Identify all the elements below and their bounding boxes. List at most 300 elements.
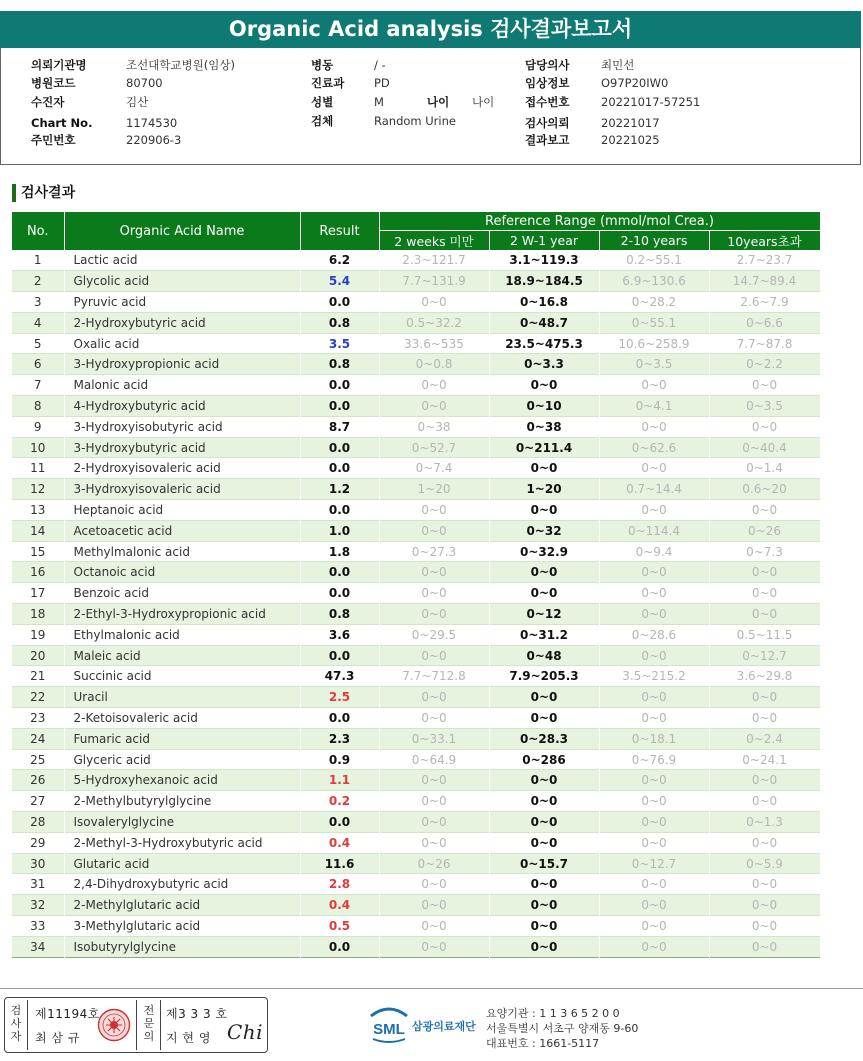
cell-range-2w-1y: 23.5~475.3	[489, 333, 599, 354]
cell-range-under-2w: 0~0	[379, 895, 489, 916]
cell-range-under-2w: 0~0	[379, 812, 489, 833]
cell-range-2-10y: 0~0	[599, 708, 709, 729]
cell-acid-name: Octanoic acid	[64, 562, 300, 583]
cell-range-under-2w: 0~0	[379, 604, 489, 625]
cell-acid-name: Oxalic acid	[64, 333, 300, 354]
info-row	[311, 95, 333, 109]
cell-acid-name: Succinic acid	[64, 666, 300, 687]
info-value: 20221017	[601, 116, 660, 130]
cell-acid-name: Glutaric acid	[64, 853, 300, 874]
cell-result: 1.2	[300, 479, 379, 500]
cell-result: 3.5	[300, 333, 379, 354]
cell-range-under-2w: 0~0	[379, 687, 489, 708]
info-label: 검사의뢰	[525, 116, 570, 130]
cell-range-over-10y: 3.6~29.8	[709, 666, 820, 687]
cell-no: 13	[12, 500, 64, 521]
info-value: 220906-3	[126, 133, 182, 147]
cell-result: 2.3	[300, 728, 379, 749]
cell-range-over-10y: 7.7~87.8	[709, 333, 820, 354]
cell-range-2w-1y: 0~32	[489, 520, 599, 541]
header-no: No.	[12, 212, 64, 250]
specialist-name: 지 현 영	[166, 1031, 211, 1045]
cell-range-2-10y: 0~18.1	[599, 728, 709, 749]
examiner-seal-icon	[97, 1008, 131, 1042]
cell-range-under-2w: 0~29.5	[379, 624, 489, 645]
info-label: 담당의사	[525, 58, 570, 72]
cell-range-2-10y: 0~0	[599, 895, 709, 916]
cell-range-over-10y: 0~7.3	[709, 541, 820, 562]
cell-no: 10	[12, 437, 64, 458]
cell-range-2-10y: 0~0	[599, 500, 709, 521]
cell-range-under-2w: 2.3~121.7	[379, 250, 489, 271]
cell-range-over-10y: 0~0	[709, 770, 820, 791]
cell-no: 24	[12, 728, 64, 749]
cell-range-2-10y: 0~0	[599, 416, 709, 437]
cell-acid-name: Malonic acid	[64, 375, 300, 396]
examiner-label: 검 사 자	[10, 1004, 22, 1043]
cell-no: 1	[12, 250, 64, 271]
cell-range-under-2w: 0~0	[379, 770, 489, 791]
table-row	[12, 687, 820, 708]
cell-range-2w-1y: 0~32.9	[489, 541, 599, 562]
cell-range-2-10y: 0~0	[599, 791, 709, 812]
table-row	[12, 458, 820, 479]
address-line: 서울특별시 서초구 양재동 9-60	[486, 1022, 639, 1035]
cell-no: 26	[12, 770, 64, 791]
cell-range-2w-1y: 0~0	[489, 375, 599, 396]
cell-no: 34	[12, 936, 64, 957]
header-reference: Reference Range (mmol/mol Crea.)	[379, 212, 820, 231]
cell-range-2w-1y: 0~0	[489, 936, 599, 957]
cell-range-2w-1y: 0~0	[489, 895, 599, 916]
cell-range-under-2w: 0~64.9	[379, 749, 489, 770]
cell-range-over-10y: 0~0	[709, 708, 820, 729]
cell-result: 0.8	[300, 604, 379, 625]
info-label: 결과보고	[525, 133, 570, 147]
cell-acid-name: Benzoic acid	[64, 583, 300, 604]
cell-acid-name: Acetoacetic acid	[64, 520, 300, 541]
cell-acid-name: Maleic acid	[64, 645, 300, 666]
cell-acid-name: 2-Ethyl-3-Hydroxypropionic acid	[64, 604, 300, 625]
table-row	[12, 437, 820, 458]
address-line: 요양기관 : 1 1 3 6 5 2 0 0	[486, 1007, 620, 1020]
cell-range-over-10y: 0~24.1	[709, 749, 820, 770]
cell-range-2-10y: 0~0	[599, 770, 709, 791]
cell-range-over-10y: 0~2.2	[709, 354, 820, 375]
table-row	[12, 312, 820, 333]
info-label: 의뢰기관명	[31, 58, 87, 72]
cell-no: 23	[12, 708, 64, 729]
info-value: 80700	[126, 76, 163, 90]
info-label: 수진자	[31, 95, 65, 109]
cell-no: 27	[12, 791, 64, 812]
cell-result: 8.7	[300, 416, 379, 437]
table-row	[12, 604, 820, 625]
cell-range-under-2w: 0~0	[379, 500, 489, 521]
cell-range-over-10y: 0~3.5	[709, 396, 820, 417]
table-row	[12, 500, 820, 521]
cell-range-under-2w: 0~0	[379, 375, 489, 396]
table-row	[12, 645, 820, 666]
table-row	[12, 333, 820, 354]
cell-no: 5	[12, 333, 64, 354]
cell-result: 0.0	[300, 375, 379, 396]
cell-range-over-10y: 2.6~7.9	[709, 292, 820, 313]
cell-range-under-2w: 0~0.8	[379, 354, 489, 375]
cell-range-2w-1y: 0~211.4	[489, 437, 599, 458]
cell-result: 0.0	[300, 458, 379, 479]
cell-no: 29	[12, 832, 64, 853]
cell-acid-name: Fumaric acid	[64, 728, 300, 749]
cell-range-under-2w: 0~0	[379, 708, 489, 729]
cell-range-2-10y: 0~0	[599, 832, 709, 853]
info-row	[525, 95, 569, 109]
info-label: 임상정보	[525, 76, 570, 90]
info-value: 1174530	[126, 116, 178, 130]
divider	[160, 1000, 161, 1050]
table-row	[12, 250, 820, 271]
cell-result: 47.3	[300, 666, 379, 687]
section-title: 검사결과	[12, 184, 75, 202]
cell-range-2-10y: 0~28.2	[599, 292, 709, 313]
cell-no: 15	[12, 541, 64, 562]
cell-result: 0.0	[300, 437, 379, 458]
info-label: 병원코드	[31, 76, 76, 90]
cell-acid-name: 5-Hydroxyhexanoic acid	[64, 770, 300, 791]
cell-range-2-10y: 0~0	[599, 874, 709, 895]
table-row	[12, 812, 820, 833]
table-row	[12, 562, 820, 583]
cell-range-under-2w: 0~0	[379, 562, 489, 583]
cell-range-over-10y: 0~0	[709, 874, 820, 895]
table-row	[12, 916, 820, 937]
header-range-2w-1y: 2 W-1 year	[489, 231, 599, 250]
info-label: 진료과	[311, 76, 345, 90]
cell-range-under-2w: 33.6~535	[379, 333, 489, 354]
info-row	[31, 76, 75, 90]
cell-range-over-10y: 0~0	[709, 416, 820, 437]
cell-range-2-10y: 0.7~14.4	[599, 479, 709, 500]
cell-range-over-10y: 0.6~20	[709, 479, 820, 500]
cell-acid-name: Ethylmalonic acid	[64, 624, 300, 645]
info-label: 주민번호	[31, 133, 76, 147]
cell-no: 20	[12, 645, 64, 666]
info-label: 병동	[311, 58, 334, 72]
info-value: 김산	[126, 95, 149, 109]
cell-no: 8	[12, 396, 64, 417]
cell-no: 19	[12, 624, 64, 645]
cell-range-over-10y: 0~0	[709, 583, 820, 604]
cell-range-under-2w: 0~52.7	[379, 437, 489, 458]
cell-result: 0.4	[300, 832, 379, 853]
info-row	[311, 76, 344, 90]
cell-range-2w-1y: 0~48.7	[489, 312, 599, 333]
cell-range-2w-1y: 0~0	[489, 458, 599, 479]
cell-range-over-10y: 0~0	[709, 791, 820, 812]
table-row	[12, 791, 820, 812]
cell-no: 14	[12, 520, 64, 541]
cell-no: 33	[12, 916, 64, 937]
cell-range-2w-1y: 0~286	[489, 749, 599, 770]
table-row	[12, 666, 820, 687]
cell-result: 0.8	[300, 354, 379, 375]
results-table	[12, 212, 821, 958]
info-row	[525, 133, 569, 147]
report-title: Organic Acid analysis 검사결과보고서	[0, 11, 861, 48]
cell-acid-name: 2-Methyl-3-Hydroxybutyric acid	[64, 832, 300, 853]
divider	[27, 1000, 28, 1050]
cell-range-over-10y: 0~0	[709, 500, 820, 521]
org-name: 삼광의료재단	[412, 1020, 476, 1033]
sml-logo-icon	[367, 1004, 411, 1044]
cell-no: 16	[12, 562, 64, 583]
info-label: Chart No.	[31, 116, 93, 130]
cell-range-2w-1y: 0~0	[489, 562, 599, 583]
cell-acid-name: 3-Methylglutaric acid	[64, 916, 300, 937]
cell-acid-name: 2-Methylglutaric acid	[64, 895, 300, 916]
cell-range-over-10y: 0~1.4	[709, 458, 820, 479]
cell-range-2-10y: 0~0	[599, 375, 709, 396]
cell-range-2-10y: 0~0	[599, 604, 709, 625]
cell-result: 0.9	[300, 749, 379, 770]
cell-result: 0.4	[300, 895, 379, 916]
cell-acid-name: 2-Hydroxybutyric acid	[64, 312, 300, 333]
cell-no: 30	[12, 853, 64, 874]
cell-range-under-2w: 0~33.1	[379, 728, 489, 749]
cell-result: 1.0	[300, 520, 379, 541]
cell-no: 31	[12, 874, 64, 895]
cell-range-2-10y: 0.2~55.1	[599, 250, 709, 271]
cell-acid-name: 2-Hydroxyisovaleric acid	[64, 458, 300, 479]
cell-range-under-2w: 7.7~712.8	[379, 666, 489, 687]
info-value: PD	[374, 76, 390, 90]
cell-range-over-10y: 0~6.6	[709, 312, 820, 333]
cell-range-over-10y: 0~0	[709, 832, 820, 853]
table-row	[12, 770, 820, 791]
cell-result: 0.0	[300, 812, 379, 833]
cell-result: 0.0	[300, 936, 379, 957]
table-row	[12, 396, 820, 417]
table-row	[12, 375, 820, 396]
cell-range-under-2w: 0~0	[379, 791, 489, 812]
patient-info-panel	[0, 48, 861, 165]
specialist-label: 전 문 의	[143, 1004, 155, 1043]
cell-result: 0.2	[300, 791, 379, 812]
table-row	[12, 749, 820, 770]
header-range-2-10y: 2-10 years	[599, 231, 709, 250]
cell-range-under-2w: 0~38	[379, 416, 489, 437]
table-row	[12, 708, 820, 729]
info-label: 접수번호	[525, 95, 570, 109]
cell-range-2-10y: 0~9.4	[599, 541, 709, 562]
cell-range-under-2w: 7.7~131.9	[379, 271, 489, 292]
header-range-over-10y: 10years초과	[709, 231, 820, 250]
cell-acid-name: Glycolic acid	[64, 271, 300, 292]
cell-range-2-10y: 0~28.6	[599, 624, 709, 645]
cell-range-over-10y: 0.5~11.5	[709, 624, 820, 645]
info-row	[31, 133, 75, 147]
cell-result: 0.8	[300, 312, 379, 333]
cell-range-over-10y: 0~0	[709, 895, 820, 916]
cell-range-2w-1y: 1~20	[489, 479, 599, 500]
cell-result: 1.1	[300, 770, 379, 791]
info-row	[311, 58, 333, 72]
cell-range-2w-1y: 0~0	[489, 832, 599, 853]
table-row	[12, 479, 820, 500]
cell-no: 3	[12, 292, 64, 313]
cell-range-2w-1y: 0~10	[489, 396, 599, 417]
table-row	[12, 895, 820, 916]
cell-range-2w-1y: 0~0	[489, 812, 599, 833]
cell-range-2w-1y: 0~28.3	[489, 728, 599, 749]
info-row	[31, 58, 87, 72]
table-row	[12, 416, 820, 437]
cell-range-under-2w: 0~7.4	[379, 458, 489, 479]
divider	[136, 1000, 137, 1050]
cell-range-under-2w: 0~0	[379, 645, 489, 666]
cell-no: 11	[12, 458, 64, 479]
cell-range-over-10y: 0~1.3	[709, 812, 820, 833]
cell-result: 0.5	[300, 916, 379, 937]
info-value: O97P20IW0	[601, 76, 669, 90]
cell-range-under-2w: 0~0	[379, 292, 489, 313]
table-row	[12, 292, 820, 313]
table-row	[12, 832, 820, 853]
footer-divider	[0, 988, 863, 989]
info-value: 20221017-57251	[601, 95, 701, 109]
cell-acid-name: 3-Hydroxyisovaleric acid	[64, 479, 300, 500]
table-row	[12, 728, 820, 749]
cell-range-under-2w: 0~0	[379, 916, 489, 937]
cell-result: 3.6	[300, 624, 379, 645]
cell-range-under-2w: 0~0	[379, 832, 489, 853]
cell-range-2-10y: 0~3.5	[599, 354, 709, 375]
cell-result: 2.8	[300, 874, 379, 895]
cell-range-2-10y: 0~0	[599, 936, 709, 957]
cell-range-2-10y: 0~0	[599, 458, 709, 479]
cell-range-2-10y: 0~0	[599, 916, 709, 937]
cell-range-over-10y: 0~0	[709, 375, 820, 396]
cell-range-2-10y: 0~0	[599, 687, 709, 708]
cell-range-2w-1y: 7.9~205.3	[489, 666, 599, 687]
cell-range-2w-1y: 0~16.8	[489, 292, 599, 313]
cell-range-2-10y: 0~0	[599, 645, 709, 666]
cell-range-over-10y: 0~5.9	[709, 853, 820, 874]
cell-range-2w-1y: 0~38	[489, 416, 599, 437]
cell-range-2w-1y: 0~0	[489, 916, 599, 937]
cell-range-over-10y: 0~0	[709, 562, 820, 583]
cell-range-under-2w: 1~20	[379, 479, 489, 500]
cell-range-over-10y: 0~40.4	[709, 437, 820, 458]
cell-range-2w-1y: 0~3.3	[489, 354, 599, 375]
cell-range-2w-1y: 0~0	[489, 500, 599, 521]
cell-result: 0.0	[300, 708, 379, 729]
cell-range-2-10y: 6.9~130.6	[599, 271, 709, 292]
cell-result: 0.0	[300, 396, 379, 417]
cell-acid-name: 3-Hydroxybutyric acid	[64, 437, 300, 458]
header-range-under-2w: 2 weeks 미만	[379, 231, 489, 250]
cell-no: 7	[12, 375, 64, 396]
cell-range-2w-1y: 0~0	[489, 791, 599, 812]
cell-acid-name: Glyceric acid	[64, 749, 300, 770]
info-value: / -	[374, 58, 386, 72]
cell-no: 2	[12, 271, 64, 292]
cell-result: 0.0	[300, 583, 379, 604]
cell-range-under-2w: 0~0	[379, 520, 489, 541]
cell-range-over-10y: 0~26	[709, 520, 820, 541]
cell-acid-name: Pyruvic acid	[64, 292, 300, 313]
info-value: M	[374, 95, 384, 109]
cell-range-2-10y: 10.6~258.9	[599, 333, 709, 354]
table-row	[12, 271, 820, 292]
cell-range-2-10y: 0~12.7	[599, 853, 709, 874]
header-result: Result	[300, 212, 379, 250]
cell-no: 18	[12, 604, 64, 625]
cell-result: 0.0	[300, 645, 379, 666]
cell-range-2-10y: 0~0	[599, 583, 709, 604]
cell-acid-name: 3-Hydroxyisobutyric acid	[64, 416, 300, 437]
cell-no: 12	[12, 479, 64, 500]
cell-range-under-2w: 0.5~32.2	[379, 312, 489, 333]
cell-range-over-10y: 0~0	[709, 936, 820, 957]
header-name: Organic Acid Name	[64, 212, 300, 250]
cell-result: 0.0	[300, 292, 379, 313]
cell-acid-name: Lactic acid	[64, 250, 300, 271]
sml-logo-text: SML	[373, 1021, 405, 1038]
cell-acid-name: Uracil	[64, 687, 300, 708]
cell-result: 6.2	[300, 250, 379, 271]
cell-range-2w-1y: 0~15.7	[489, 853, 599, 874]
cell-range-2-10y: 0~0	[599, 562, 709, 583]
cell-no: 17	[12, 583, 64, 604]
cell-range-under-2w: 0~0	[379, 874, 489, 895]
signature: Chi	[227, 1020, 264, 1044]
cell-range-2w-1y: 3.1~119.3	[489, 250, 599, 271]
cell-range-over-10y: 0~0	[709, 687, 820, 708]
cell-acid-name: 2-Ketoisovaleric acid	[64, 708, 300, 729]
table-row	[12, 874, 820, 895]
cell-range-2-10y: 0~4.1	[599, 396, 709, 417]
cell-range-2w-1y: 0~12	[489, 604, 599, 625]
cell-range-2-10y: 0~55.1	[599, 312, 709, 333]
results-body	[12, 250, 820, 957]
cell-range-over-10y: 0~0	[709, 916, 820, 937]
info-row	[31, 116, 92, 130]
table-row	[12, 520, 820, 541]
cell-acid-name: 4-Hydroxybutyric acid	[64, 396, 300, 417]
cell-range-2w-1y: 0~31.2	[489, 624, 599, 645]
cell-result: 2.5	[300, 687, 379, 708]
table-row	[12, 354, 820, 375]
cell-range-2-10y: 0~114.4	[599, 520, 709, 541]
cell-no: 21	[12, 666, 64, 687]
info-value: 최민선	[601, 58, 635, 72]
info-value: 20221025	[601, 133, 660, 147]
info-row	[525, 76, 569, 90]
cell-no: 25	[12, 749, 64, 770]
cell-no: 9	[12, 416, 64, 437]
cell-no: 6	[12, 354, 64, 375]
cell-range-2w-1y: 0~0	[489, 687, 599, 708]
cell-range-2w-1y: 18.9~184.5	[489, 271, 599, 292]
address-line: 대표번호 : 1661-5117	[486, 1037, 600, 1050]
cell-range-over-10y: 0~0	[709, 604, 820, 625]
cell-range-2-10y: 3.5~215.2	[599, 666, 709, 687]
cell-range-2w-1y: 0~48	[489, 645, 599, 666]
specialist-license: 제3 3 3 호	[166, 1007, 228, 1021]
cell-range-under-2w: 0~0	[379, 936, 489, 957]
info-row	[525, 58, 569, 72]
